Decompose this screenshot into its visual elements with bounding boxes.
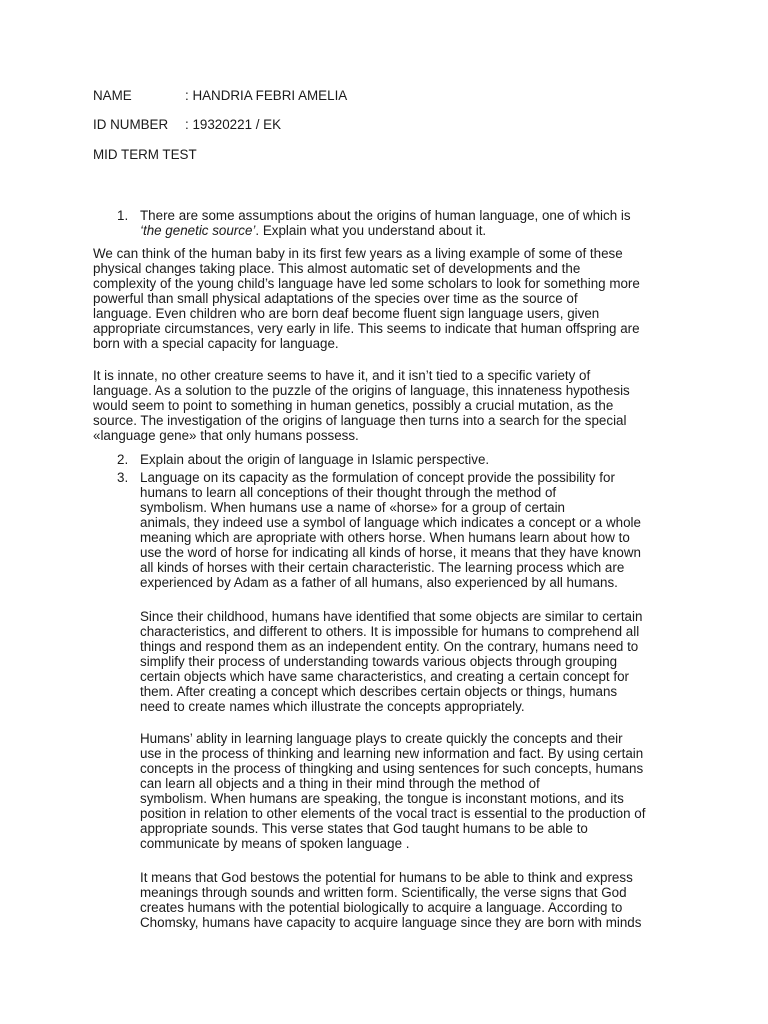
paragraph-line: things and respond them as an independent entity. On the contrary, humans need to [140, 639, 639, 655]
paragraph-line: language. Even children who are born deaf become fluent sign language users, given [93, 306, 600, 322]
paragraph-line: position in relation to other elements of the vocal tract is essential to the production of [140, 806, 646, 822]
id-row [93, 117, 281, 133]
paragraph-line: We can think of the human baby in its first few years as a living example of some of these [93, 246, 623, 261]
paragraph-line: simplify their process of understanding towards various objects through grouping [140, 654, 618, 670]
name-value: : HANDRIA FEBRI AMELIA [185, 88, 348, 103]
paragraph-line: can learn all objects and a thing in their mind through the method of [140, 776, 540, 792]
paragraph-line: appropriate circumstances, very early in life. This seems to indicate that human offspring are [93, 321, 640, 337]
question-1-line [140, 223, 631, 238]
question-1-line-rest: . Explain what you understand about it. [255, 223, 487, 239]
paragraph-line: concepts in the process of thingking and using sentences for such concepts, humans [140, 761, 644, 777]
name-row [93, 88, 347, 104]
paragraph-line: need to create names which illustrate the concepts appropriately. [140, 699, 525, 715]
paragraph-line: language. As a solution to the puzzle of the origins of language, this innateness hypothesis [93, 383, 630, 399]
paragraph-line: born with a special capacity for language. [93, 336, 339, 352]
paragraph-line: «language gene» that only humans possess. [93, 428, 359, 444]
question-2-text [140, 452, 489, 467]
question-3-paragraph-2 [140, 609, 642, 714]
paragraph-line: meanings through sounds and written form. Scientifically, the verse signs that God [140, 885, 627, 901]
paragraph-line: communicate by means of spoken language . [140, 836, 410, 852]
paragraph-line: Since their childhood, humans have identified that some objects are similar to certain [140, 609, 643, 624]
paragraph-line: all kinds of horses with their certain characteristic. The learning process which are [140, 560, 625, 576]
id-value: : 19320221 / EK [185, 117, 282, 132]
paragraph-line: Language on its capacity as the formulation of concept provide the possibility for [140, 470, 615, 485]
answer-1-paragraph-1 [93, 246, 640, 351]
paragraph-line: characteristics, and different to others. It is impossible for humans to comprehend all [140, 624, 640, 640]
paragraph-line: symbolism. When humans are speaking, the tongue is inconstant motions, and its [140, 791, 624, 807]
paragraph-line: would seem to point to something in human genetics, possibly a crucial mutation, as the [93, 398, 614, 414]
paragraph-line: It is innate, no other creature seems to have it, and it isn’t tied to a specific variety of [93, 368, 591, 383]
question-1-text [140, 208, 631, 238]
question-3-paragraph-1 [140, 470, 641, 590]
genetic-source-italic: ‘the genetic source’ [140, 223, 256, 239]
question-1-line: There are some assumptions about the origins of human language, one of which is [140, 208, 631, 223]
question-2-line: Explain about the origin of language in Islamic perspective. [140, 452, 490, 467]
paragraph-line: animals, they indeed use a symbol of language which indicates a concept or a whole [140, 515, 641, 531]
paragraph-line: certain objects which have same characteristics, and creating a certain concept for [140, 669, 630, 685]
paragraph-line: complexity of the young child’s language have led some scholars to look for something more [93, 276, 640, 292]
question-3-number: 3. [117, 470, 129, 485]
test-title: MID TERM TEST [93, 147, 197, 162]
paragraph-line: symbolism. When humans use a name of «horse» for a group of certain [140, 500, 565, 516]
question-3-paragraph-3 [140, 731, 645, 851]
name-label: NAME [93, 88, 132, 103]
paragraph-line: appropriate sounds. This verse states that God taught humans to be able to [140, 821, 588, 837]
paragraph-line: creates humans with the potential biologically to acquire a language. According to [140, 900, 623, 916]
paragraph-line: use in the process of thinking and learning new information and fact. By using certain [140, 746, 644, 762]
paragraph-line: source. The investigation of the origins of language then turns into a search for the special [93, 413, 627, 429]
paragraph-line: Chomsky, humans have capacity to acquire language since they are born with minds [140, 915, 642, 931]
question-1-number: 1. [117, 208, 129, 223]
paragraph-line: experienced by Adam as a father of all humans, also experienced by all humans. [140, 575, 618, 591]
question-2-number: 2. [117, 452, 129, 467]
paragraph-line: humans to learn all conceptions of their thought through the method of [140, 485, 557, 501]
id-label: ID NUMBER [93, 117, 169, 132]
paragraph-line: physical changes taking place. This almost automatic set of developments and the [93, 261, 581, 277]
paragraph-line: Humans’ ablity in learning language plays to create quickly the concepts and their [140, 731, 623, 746]
paragraph-line: them. After creating a concept which describes certain objects or things, humans [140, 684, 618, 700]
paragraph-line: use the word of horse for indicating all kinds of horse, it means that they have known [140, 545, 641, 561]
paragraph-line: powerful than small physical adaptations of the species over time as the source of [93, 291, 578, 307]
question-3-paragraph-4 [140, 870, 641, 930]
paragraph-line: It means that God bestows the potential for humans to be able to think and express [140, 870, 633, 885]
answer-1-paragraph-2 [93, 368, 630, 443]
paragraph-line: meaning which are apropriate with others horse. When humans learn about how to [140, 530, 630, 546]
